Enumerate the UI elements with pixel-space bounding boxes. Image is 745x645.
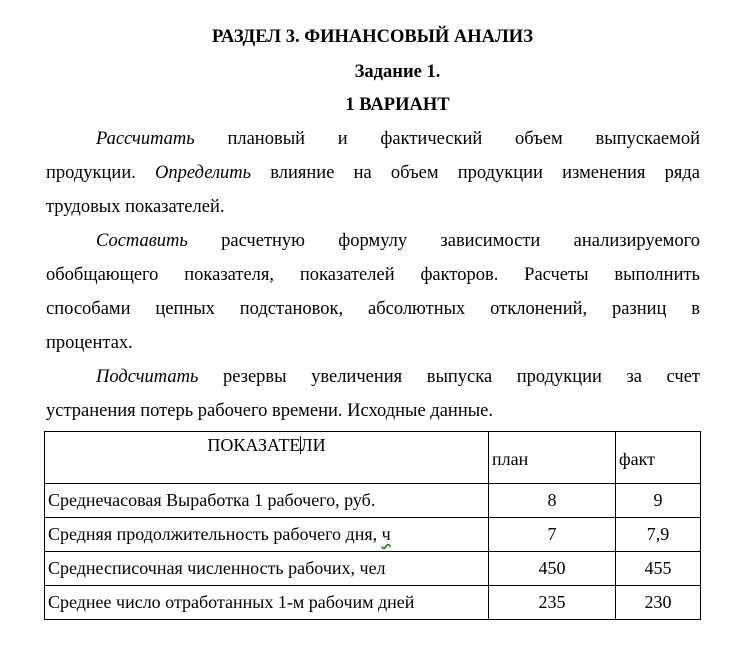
spellcheck-unit: ч xyxy=(381,524,391,544)
p3-line1 xyxy=(96,366,700,388)
task-heading: Задание 1. xyxy=(354,62,441,82)
table-row xyxy=(45,586,701,620)
p1-line1 xyxy=(96,128,700,150)
row-label: Средняя продолжительность рабочего дня, ч xyxy=(45,518,489,552)
row-fact: 9 xyxy=(616,484,701,518)
p1-verb-determine: Определить xyxy=(155,163,252,183)
header-indicators: ПОКАЗАТЕЛИ xyxy=(45,432,489,484)
header-plan: план xyxy=(489,432,616,484)
row-label: Среднее число отработанных 1-м рабочим дней xyxy=(45,586,489,620)
variant-heading: 1 ВАРИАНТ xyxy=(345,95,450,115)
row-fact: 230 xyxy=(616,586,701,620)
p2-line3: способами цепных подстановок, абсолютных отклонений, разниц в xyxy=(46,299,700,319)
section-title: РАЗДЕЛ 3. ФИНАНСОВЫЙ АНАЛИЗ xyxy=(212,27,533,47)
p2-line1 xyxy=(96,230,700,252)
row-label: Среднечасовая Выработка 1 рабочего, руб. xyxy=(45,484,489,518)
p2-line1-text: расчетную формулу зависимости анализируемого xyxy=(187,231,700,251)
row-fact: 455 xyxy=(616,552,701,586)
table-row xyxy=(45,552,701,586)
p2-line2: обобщающего показателя, показателей факторов. Расчеты выполнить xyxy=(46,265,700,285)
row-fact: 7,9 xyxy=(616,518,701,552)
header-fact: факт xyxy=(616,432,701,484)
p2-line4: процентах. xyxy=(46,333,133,353)
row-plan: 8 xyxy=(489,484,616,518)
table-row xyxy=(45,484,701,518)
p3-line1-text: резервы увеличения выпуска продукции за счет xyxy=(198,367,700,387)
p1-line1-text: плановый и фактический объем выпускаемой xyxy=(194,129,700,149)
row-plan: 450 xyxy=(489,552,616,586)
row-plan: 235 xyxy=(489,586,616,620)
p3-line2: устранения потерь рабочего времени. Исходные данные. xyxy=(46,401,493,421)
p3-verb-count: Подсчитать xyxy=(96,367,199,387)
row-plan: 7 xyxy=(489,518,616,552)
data-table xyxy=(44,431,701,620)
row-label: Среднесписочная численность рабочих, чел xyxy=(45,552,489,586)
table-row xyxy=(45,518,701,552)
p1-line3: трудовых показателей. xyxy=(46,197,225,217)
p1-line2-start: продукции. xyxy=(46,163,156,183)
table-header-row xyxy=(45,432,701,484)
p1-line2-text: влияние на объем продукции изменения ряда xyxy=(251,163,700,183)
p1-line2 xyxy=(46,162,700,184)
p2-verb-compose: Составить xyxy=(96,231,188,251)
p1-verb-calculate: Рассчитать xyxy=(96,129,195,149)
